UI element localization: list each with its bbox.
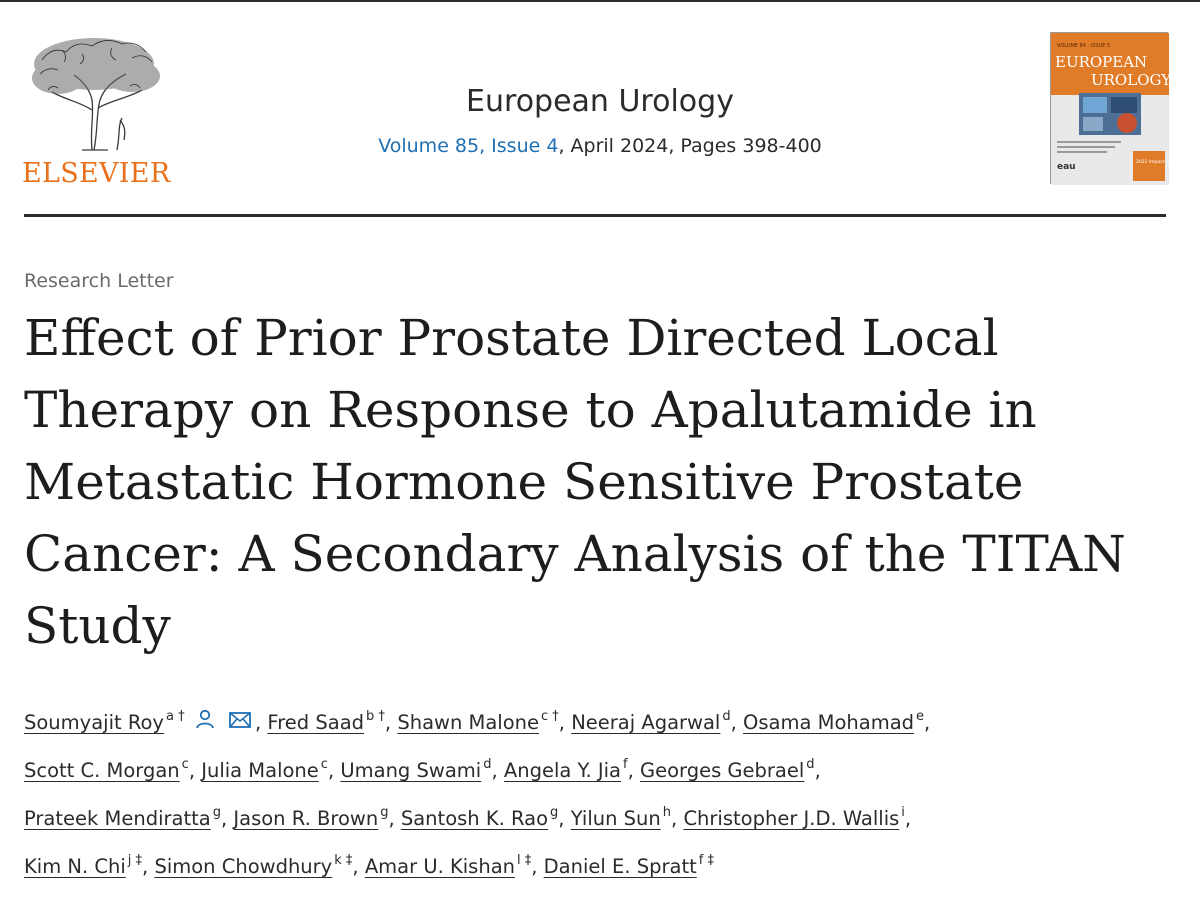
author-link[interactable]: Amar U. Kishan [364, 855, 516, 878]
author-affiliation: f [623, 757, 628, 772]
author-affiliation: k ‡ [334, 853, 353, 868]
publisher-logo[interactable] [22, 30, 171, 190]
author-link[interactable]: Georges Gebrael [639, 759, 805, 782]
author-link[interactable]: Jason R. Brown [233, 807, 379, 830]
author-affiliation: g [380, 805, 389, 820]
cover-image [1051, 33, 1192, 185]
publisher-name: ELSEVIER [22, 158, 171, 189]
person-icon[interactable] [194, 701, 216, 746]
cover-title: EUROPEAN [1055, 53, 1148, 71]
author-link[interactable]: Simon Chowdhury [154, 855, 333, 878]
author-affiliation: b † [366, 709, 385, 724]
author-affiliation: f ‡ [698, 853, 714, 868]
author-affiliation: i [901, 805, 905, 820]
author-affiliation: d [483, 757, 492, 772]
title-line: Cancer: A Secondary Analysis of the TITAN [24, 525, 1126, 583]
author-link[interactable]: Angela Y. Jia [503, 759, 621, 782]
author-link[interactable]: Yilun Sun [570, 807, 661, 830]
issue-details: , April 2024, Pages 398-400 [558, 135, 822, 157]
author-affiliation: c [320, 757, 328, 772]
author-affiliation: a † [165, 709, 185, 724]
author-affiliation: d [722, 709, 731, 724]
author-affiliation: c [181, 757, 189, 772]
author-link[interactable]: Julia Malone [201, 759, 319, 782]
issue-line [320, 135, 880, 157]
journal-info [320, 84, 880, 157]
cover-org: eau [1057, 162, 1076, 172]
svg-text:VOLUME 84 · ISSUE 5: VOLUME 84 · ISSUE 5 [1057, 43, 1111, 49]
author-link[interactable]: Fred Saad [267, 711, 365, 734]
author-affiliation: d [806, 757, 815, 772]
author-affiliation: j ‡ [127, 853, 143, 868]
author-affiliation: c † [541, 709, 559, 724]
title-line: Metastatic Hormone Sensitive Prostate [24, 453, 1024, 511]
issue-link[interactable]: Volume 85, Issue 4 [378, 135, 559, 157]
author-affiliation: e [916, 709, 925, 724]
author-link[interactable]: Umang Swami [340, 759, 482, 782]
author-link[interactable]: Kim N. Chi [24, 855, 126, 878]
author-link[interactable]: Prateek Mendiratta [24, 807, 211, 830]
cover-badge: 2022 Impact Factor 23.4 [1136, 160, 1192, 165]
author-link[interactable]: Shawn Malone [397, 711, 539, 734]
author-affiliation: g [212, 805, 221, 820]
title-line: Study [24, 597, 171, 655]
author-affiliation: g [550, 805, 559, 820]
mail-icon[interactable] [228, 701, 252, 746]
author-link[interactable]: Daniel E. Spratt [543, 855, 697, 878]
header-divider [24, 214, 1166, 217]
journal-name[interactable]: European Urology [466, 84, 734, 119]
author-link[interactable]: Christopher J.D. Wallis [683, 807, 900, 830]
author-link[interactable]: Scott C. Morgan [24, 759, 180, 782]
author-link[interactable]: Santosh K. Rao [400, 807, 549, 830]
author-link[interactable]: Soumyajit Roy [24, 711, 164, 734]
author-affiliation: l ‡ [517, 853, 532, 868]
title-line: Therapy on Response to Apalutamide in [24, 381, 1037, 439]
article-type: Research Letter [24, 270, 174, 292]
article-title [24, 302, 1174, 662]
author-link[interactable]: Osama Mohamad [743, 711, 915, 734]
title-line: Effect of Prior Prostate Directed Local [24, 309, 999, 367]
cover-subtitle: UROLOGY [1091, 71, 1172, 89]
author-link[interactable]: Neeraj Agarwal [571, 711, 721, 734]
tree-logo-icon [22, 30, 167, 155]
author-list: Soumyajit Roy $^{a \dagger}$ , Fred Saad $^{b \dagger}$, Shawn Malone $^{c \dagger}$, Neeraj Agarwal $^d$, Osama Mohamad $^e$, Scott C. Morgan $^c$, Julia Malone $^c$, Umang Swami $^d$, Angela Y. Jia $^f$, Georges Gebrael $^d$, Prateek Mendiratta $^g$, Jason R. Brown $^g$, Santosh K. Rao $^g$, Yilun Sun $^h$, Christopher J.D. Wallis $^i$, Kim N. Chi $^{j \ddagger}$, Simon Chowdhury $^{k \ddagger}$, Amar U. Kishan $^{l \ddagger}$, Daniel E. Spratt $^{f \ddagger}$ [24, 700, 1174, 892]
author-affiliation: h [662, 805, 672, 820]
top-rule [0, 0, 1200, 2]
journal-cover[interactable] [1050, 32, 1192, 184]
